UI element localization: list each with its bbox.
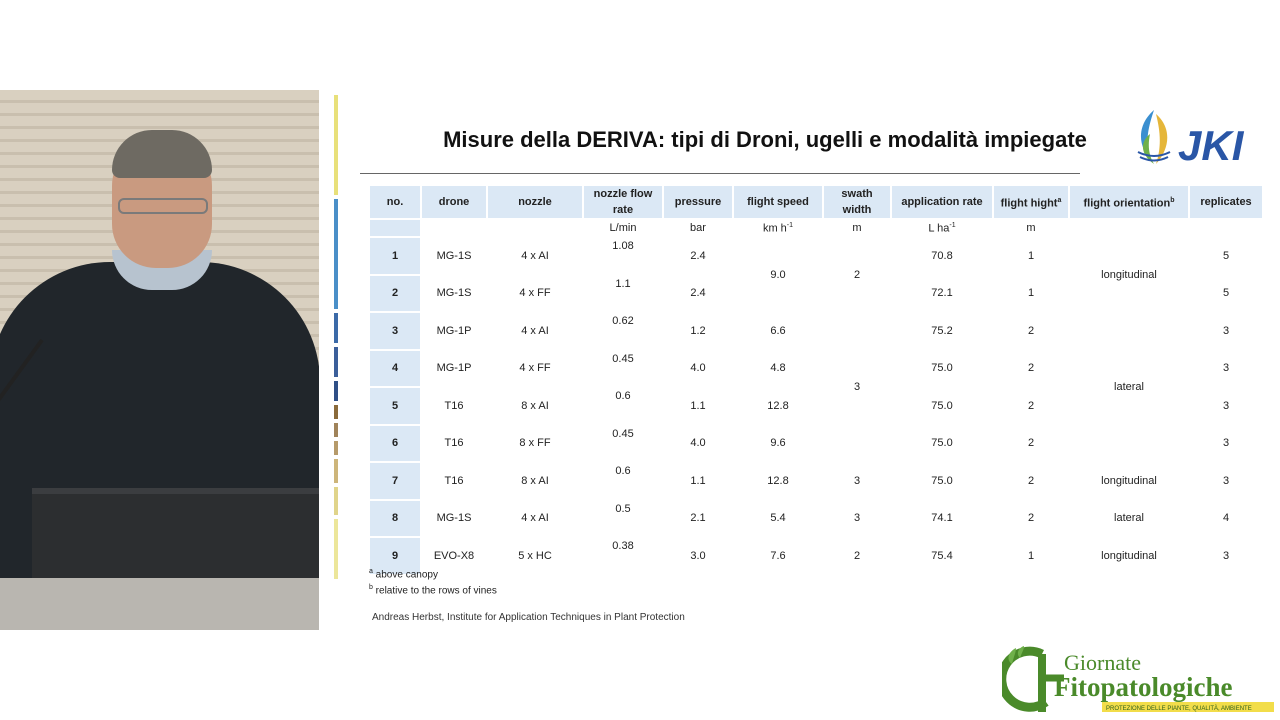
units-speed-sup: -1: [786, 221, 794, 229]
row-flow: 0.6: [615, 390, 631, 402]
col-replicates: replicates: [1190, 186, 1262, 218]
table-row: [370, 501, 1262, 537]
row-flow: 1.08: [612, 240, 634, 252]
row-nozzle: 4 x AI: [521, 512, 549, 525]
row-drone: MG-1S: [436, 249, 472, 262]
table-header-row: [370, 186, 1262, 218]
row-application: 74.1: [931, 512, 953, 525]
row-hight: 1: [1027, 549, 1035, 562]
row-pressure: 2.4: [690, 249, 706, 262]
row-application: 75.0: [931, 362, 953, 375]
row-flow: 0.62: [612, 315, 634, 327]
row-pressure: 2.1: [690, 512, 706, 525]
row-hight: 2: [1027, 362, 1035, 375]
col-orientation-label: flight orientation: [1083, 197, 1171, 210]
table-row: [370, 238, 1262, 274]
col-pressure: pressure: [664, 186, 732, 218]
units-pressure: bar: [690, 222, 706, 234]
units-speed: [734, 220, 822, 236]
speaker-video: [0, 90, 319, 630]
row-no: 4: [370, 351, 420, 387]
row-no: 5: [370, 388, 420, 424]
units-drone: [422, 220, 486, 236]
row-pressure: 1.1: [690, 399, 706, 412]
slide-title: Misure della DERIVA: tipi di Droni, ugelli e modalità impiegate: [443, 127, 1087, 152]
row-orientation-merged: lateral: [1114, 381, 1144, 393]
col-nozzle: nozzle: [488, 186, 582, 218]
row-orientation: lateral: [1114, 512, 1144, 525]
row-replicates: 5: [1222, 249, 1230, 262]
row-nozzle: 4 x AI: [521, 324, 549, 337]
row-nozzle: 8 x AI: [521, 399, 549, 412]
row-speed: 6.6: [770, 324, 786, 337]
row-nozzle: 4 x AI: [521, 249, 549, 262]
units-nozzle: [488, 220, 582, 236]
row-speed: 4.8: [770, 362, 786, 375]
jki-logo-text: JKI: [1178, 122, 1244, 169]
drone-table: [368, 184, 1264, 576]
col-flow-line1: nozzle flow: [593, 188, 653, 200]
author-credit: Andreas Herbst, Institute for Application Techniques in Plant Protection: [372, 612, 685, 623]
row-orientation-merged: longitudinal: [1101, 268, 1157, 281]
units-swath: m: [852, 222, 862, 234]
row-no: 1: [370, 238, 420, 274]
table-row: [370, 538, 1262, 574]
row-orientation: longitudinal: [1101, 549, 1157, 562]
col-orientation-sup: b: [1170, 196, 1175, 204]
footnotes: [369, 565, 497, 598]
row-drone: EVO-X8: [433, 549, 475, 562]
col-hight: [994, 186, 1068, 218]
row-drone: MG-1S: [436, 512, 472, 525]
col-flow: [584, 186, 662, 218]
col-drone: drone: [422, 186, 486, 218]
units-row: [370, 220, 1262, 236]
row-no: 3: [370, 313, 420, 349]
row-speed: 12.8: [767, 474, 789, 487]
row-nozzle: 8 x AI: [521, 474, 549, 487]
col-swath-line2: width: [842, 204, 872, 216]
units-replicates: [1190, 220, 1262, 236]
row-speed: 12.8: [767, 399, 789, 412]
row-hight: 2: [1027, 399, 1035, 412]
row-application: 75.2: [931, 324, 953, 337]
title-divider: [360, 173, 1080, 174]
row-drone: T16: [444, 437, 464, 450]
col-speed: flight speed: [734, 186, 822, 218]
speaker-glasses: [118, 198, 208, 214]
row-nozzle: 5 x HC: [518, 549, 552, 562]
row-drone: MG-1S: [436, 287, 472, 300]
row-drone: T16: [444, 399, 464, 412]
units-speed-label: km h: [762, 222, 787, 235]
row-flow: 0.6: [615, 465, 631, 477]
row-replicates: 3: [1222, 474, 1230, 487]
table-row: [370, 463, 1262, 499]
row-swath: 2: [853, 549, 861, 562]
row-no: 2: [370, 276, 420, 312]
row-orientation: longitudinal: [1101, 474, 1157, 487]
row-replicates: 4: [1222, 512, 1230, 525]
row-speed-merged: 9.0: [770, 268, 786, 281]
row-swath-merged: 3: [853, 381, 861, 393]
units-orientation: [1070, 220, 1188, 236]
row-replicates: 3: [1222, 549, 1230, 562]
row-hight: 2: [1027, 512, 1035, 525]
col-no: no.: [370, 186, 420, 218]
speaker-hair: [112, 130, 212, 178]
footnote-b-text: relative to the rows of vines: [372, 585, 497, 597]
jki-logo: [1130, 104, 1270, 170]
row-pressure: 3.0: [690, 549, 706, 562]
row-replicates: 3: [1222, 437, 1230, 450]
row-swath: 3: [853, 474, 861, 487]
gf-logo-line2: Fitopatologiche: [1054, 672, 1233, 702]
row-application: 70.8: [931, 249, 953, 262]
row-pressure: 4.0: [690, 437, 706, 450]
footnote-a-mark: a: [369, 568, 373, 575]
units-hight: m: [1026, 222, 1036, 234]
row-application: 75.4: [931, 549, 953, 562]
gf-logo-tagline: PROTEZIONE DELLE PIANTE, QUALITÀ, AMBIENTE: [1106, 706, 1252, 712]
row-application: 72.1: [931, 287, 953, 300]
col-application: application rate: [892, 186, 992, 218]
row-no: 6: [370, 426, 420, 462]
row-application: 75.0: [931, 474, 953, 487]
row-hight: 1: [1027, 287, 1035, 300]
row-drone: MG-1P: [436, 324, 472, 337]
row-hight: 1: [1027, 249, 1035, 262]
row-flow: 1.1: [615, 277, 631, 290]
row-speed: 5.4: [770, 512, 786, 525]
footnote-b-mark: b: [369, 584, 373, 592]
row-swath-merged: 2: [853, 268, 861, 281]
row-swath: 3: [853, 512, 861, 525]
row-no: 8: [370, 501, 420, 537]
row-application: 75.0: [931, 437, 953, 450]
table-row: [370, 313, 1262, 349]
col-hight-label: flight hight: [1000, 197, 1058, 210]
row-pressure: 1.1: [690, 474, 706, 487]
col-flow-line2: rate: [612, 204, 634, 216]
row-no: 7: [370, 463, 420, 499]
footnote-b: [369, 581, 497, 597]
giornate-fitopatologiche-logo: [1002, 642, 1277, 716]
col-hight-sup: a: [1057, 196, 1062, 204]
units-flow: L/min: [609, 222, 637, 234]
row-nozzle: 4 x FF: [519, 362, 551, 375]
row-pressure: 2.4: [690, 287, 706, 300]
row-replicates: 3: [1222, 399, 1230, 412]
row-flow: 0.45: [612, 352, 634, 365]
units-application-sup: -1: [949, 221, 956, 229]
row-drone: MG-1P: [436, 362, 472, 375]
row-replicates: 3: [1222, 362, 1230, 375]
units-application: [892, 220, 992, 236]
row-replicates: 3: [1222, 324, 1230, 337]
row-drone: T16: [444, 474, 464, 487]
row-flow: 0.38: [612, 540, 634, 552]
footnote-a: [369, 565, 497, 581]
col-orientation: [1070, 186, 1188, 218]
col-swath-line1: swath: [841, 188, 873, 200]
units-application-label: L ha: [928, 222, 950, 235]
gf-logo-line1: Giornate: [1064, 650, 1141, 675]
row-application: 75.0: [931, 399, 953, 412]
row-hight: 2: [1027, 474, 1035, 487]
units-no: [370, 220, 420, 236]
row-flow: 0.5: [615, 502, 631, 515]
row-nozzle: 4 x FF: [519, 287, 551, 300]
row-hight: 2: [1027, 324, 1035, 337]
row-hight: 2: [1027, 437, 1035, 450]
podium: [32, 488, 319, 584]
row-flow: 0.45: [612, 427, 634, 440]
col-swath: [824, 186, 890, 218]
podium-base: [0, 578, 319, 630]
row-pressure: 1.2: [690, 324, 706, 337]
slide-accent-bars: [334, 95, 338, 620]
footnote-a-text: above canopy: [372, 569, 438, 581]
row-pressure: 4.0: [690, 362, 706, 375]
row-nozzle: 8 x FF: [519, 437, 551, 450]
row-speed: 9.6: [770, 437, 786, 450]
row-no: 9: [370, 538, 420, 574]
row-replicates: 5: [1222, 287, 1230, 300]
row-speed: 7.6: [770, 549, 786, 562]
